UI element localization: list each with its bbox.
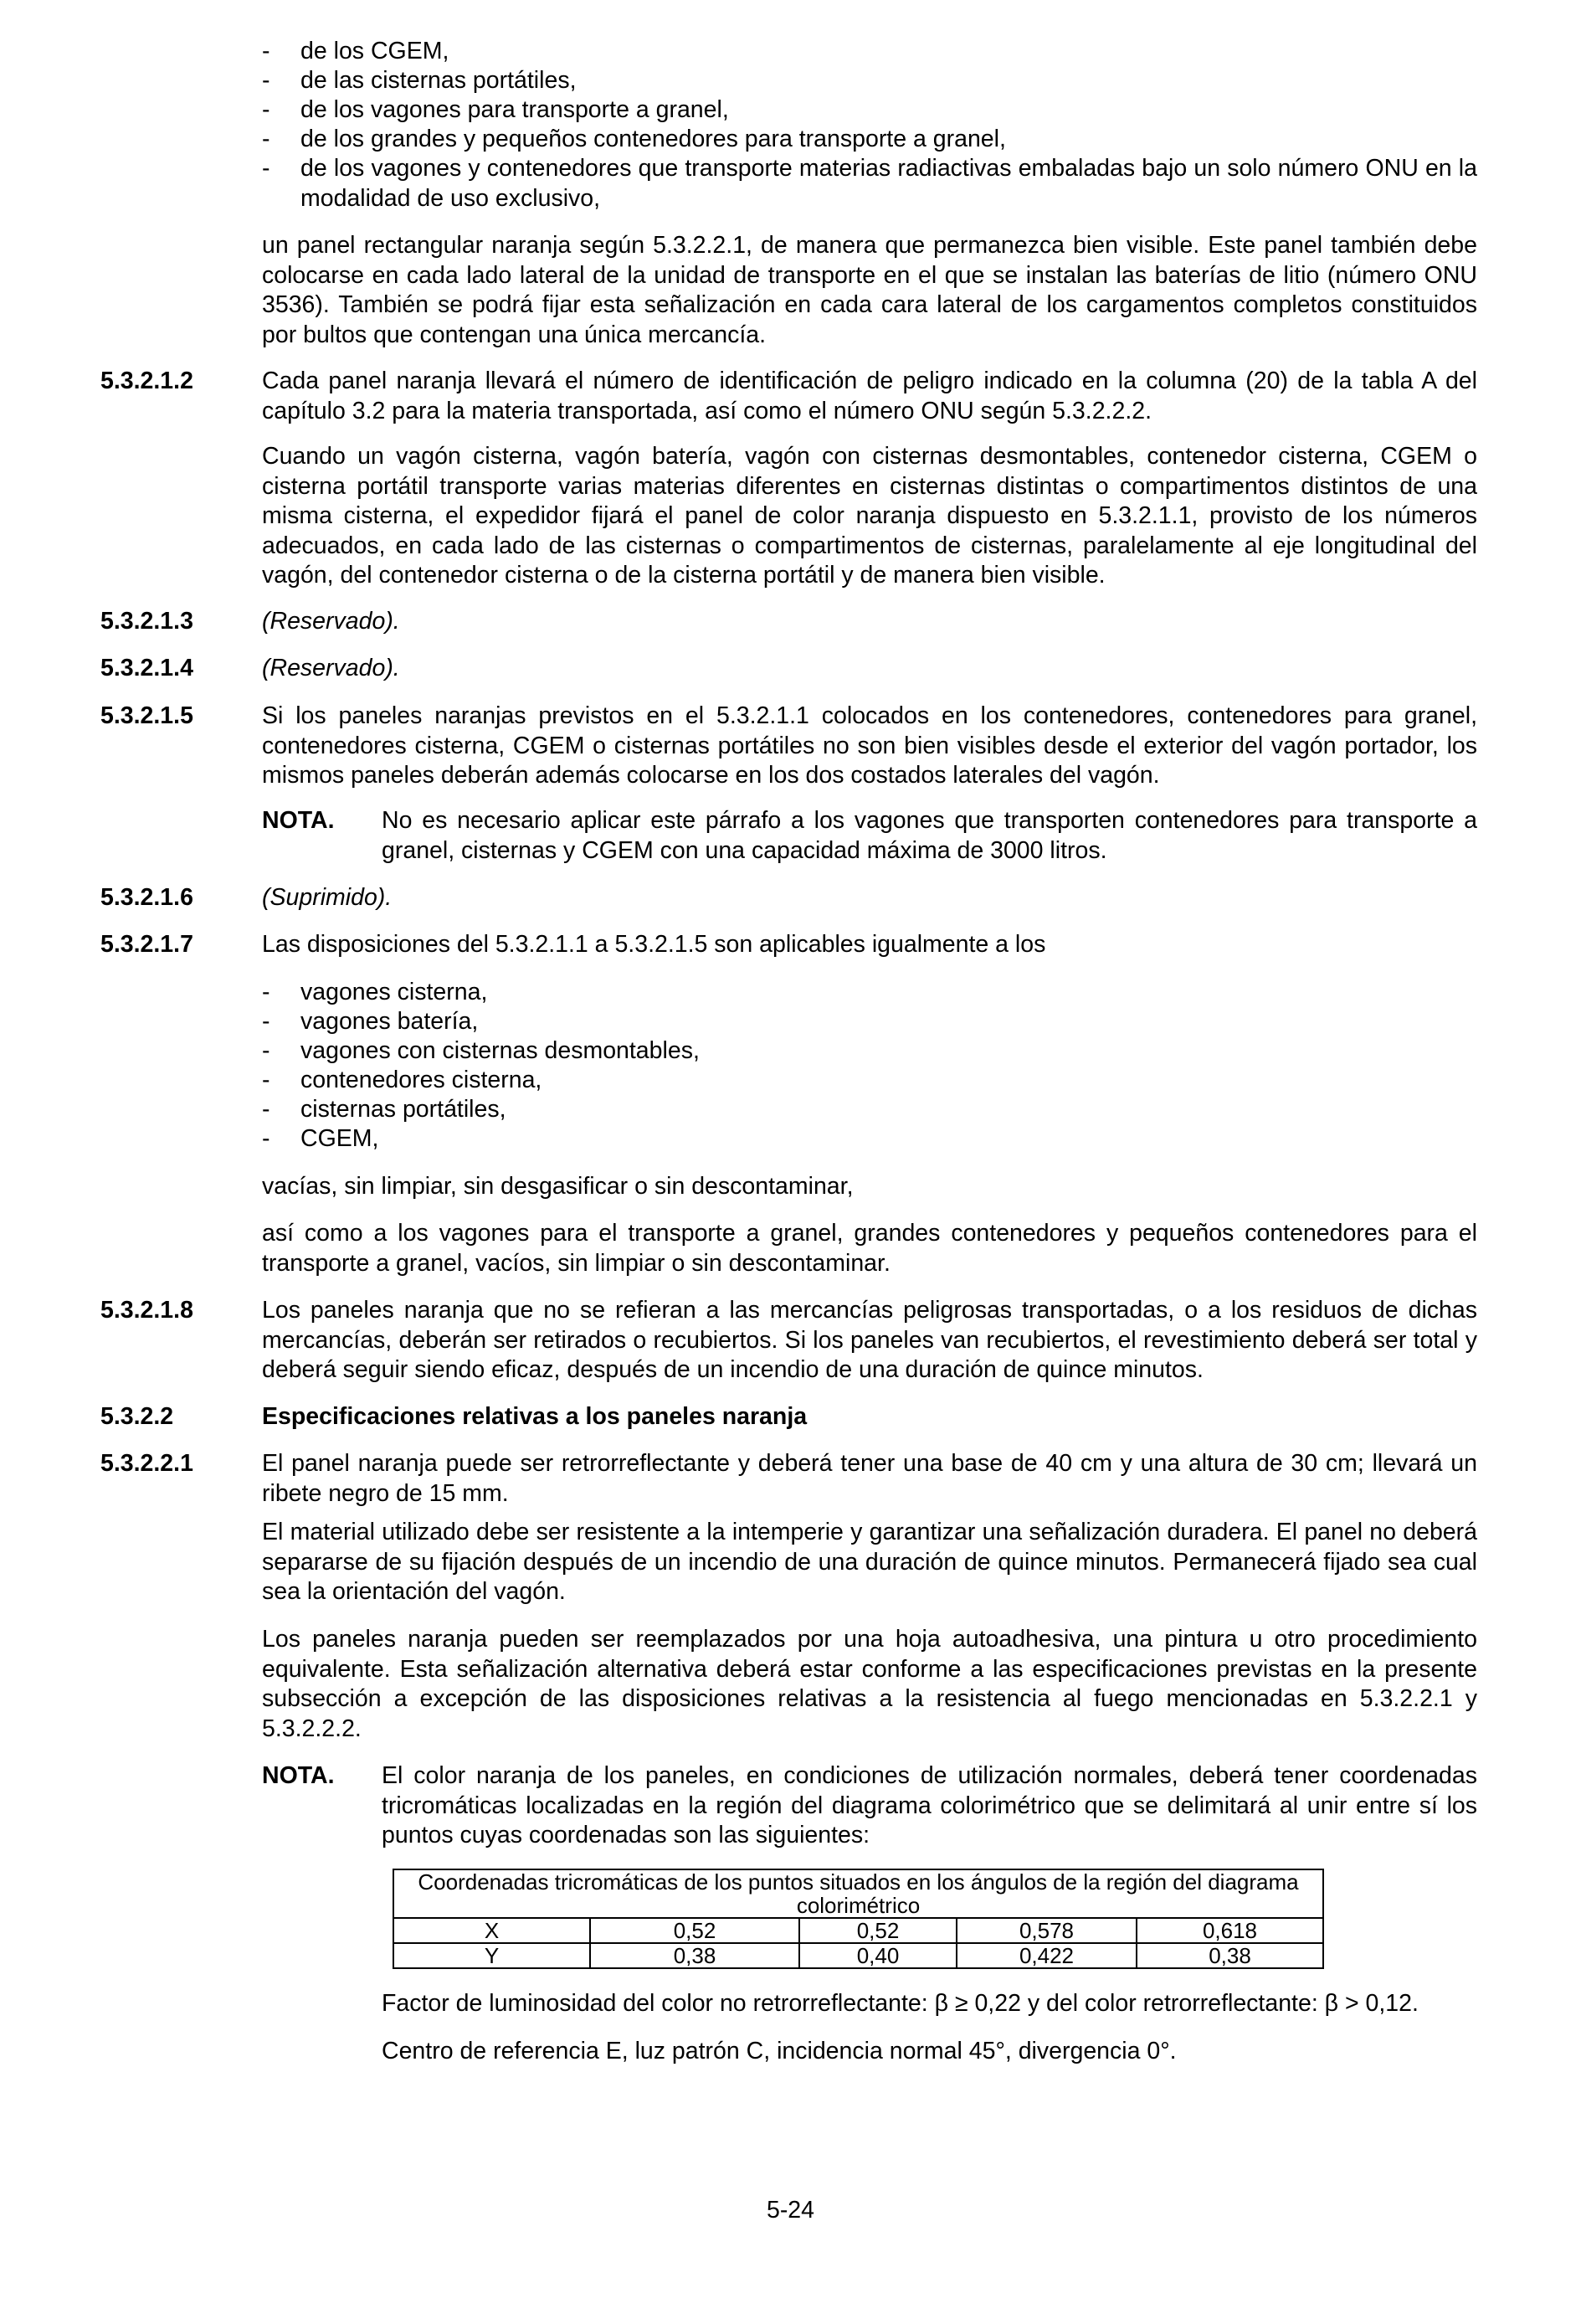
note-text: El color naranja de los paneles, en condiciones de utilización normales, deberá tener coordenadas tricromáticas localizadas en la región del diagrama colorimétrico que se delimitará al unir entre sí los puntos cuyas coordenadas son las siguientes: — [382, 1762, 1477, 1848]
paragraph: un panel rectangular naranja según 5.3.2.2.1, de manera que permanezca bien visible. Este panel también debe colocarse en cada lado lateral de la unidad de transporte en el que se instalan las baterías de litio (número ONU 3536). También se podrá fijar esta señalización en cada cara lateral de los cargamentos completos constituidos por bultos que contengan una única mercancía. — [262, 232, 1477, 348]
list-item: - contenedores cisterna, — [262, 1067, 542, 1093]
note-label: NOTA. — [262, 1762, 335, 1789]
section-heading: Especificaciones relativas a los paneles naranja — [262, 1403, 808, 1430]
table-cell: 0,52 — [799, 1918, 957, 1943]
list-item: - CGEM, — [262, 1125, 379, 1152]
section-number: 5.3.2.1.3 — [100, 608, 193, 635]
paragraph: (Reservado). — [262, 655, 400, 681]
table-cell: Y — [393, 1943, 590, 1968]
note-label: NOTA. — [262, 807, 335, 834]
paragraph: así como a los vagones para el transporte a granel, grandes contenedores y pequeños contenedores para el transporte a granel, vacíos, sin limpiar o sin descontaminar. — [262, 1220, 1477, 1277]
table-header-cell: Coordenadas tricromáticas de los puntos situados en los ángulos de la región del diagrama colorimétrico — [393, 1869, 1323, 1918]
section-number: 5.3.2.1.4 — [100, 655, 193, 681]
paragraph: Si los paneles naranjas previstos en el 5.3.2.1.1 colocados en los contenedores, contenedores para granel, contenedores cisterna, CGEM o cisternas portátiles no son bien visibles desde el exterior del vagón portador, los mismos paneles deberán además colocarse en los dos costados laterales del vagón. — [262, 702, 1477, 789]
list-item: - cisternas portátiles, — [262, 1096, 506, 1123]
luminance-factor-text: Factor de luminosidad del color no retrorreflectante: β ≥ 0,22 y del color retrorreflectante: β > 0,12. — [382, 1990, 1419, 2017]
list-item: - vagones cisterna, — [262, 979, 488, 1005]
paragraph: (Reservado). — [262, 608, 400, 635]
paragraph: El material utilizado debe ser resistente a la intemperie y garantizar una señalización duradera. El panel no deberá separarse de su fijación después de un incendio de una duración de quince minutos. Permanecerá fijado sea cual sea la orientación del vagón. — [262, 1519, 1477, 1605]
page-number: 5-24 — [766, 2197, 815, 2224]
table-cell: 0,40 — [799, 1943, 957, 1968]
paragraph: Las disposiciones del 5.3.2.1.1 a 5.3.2.1.5 son aplicables igualmente a los — [262, 931, 1046, 958]
list-item: - vagones con cisternas desmontables, — [262, 1037, 700, 1064]
list-item: - de los CGEM, — [262, 38, 449, 64]
table-header-row — [393, 1869, 1323, 1918]
section-number: 5.3.2.2.1 — [100, 1450, 193, 1477]
paragraph: El panel naranja puede ser retrorreflectante y deberá tener una base de 40 cm y una altura de 30 cm; llevará un ribete negro de 15 mm. — [262, 1450, 1477, 1507]
paragraph: Los paneles naranja pueden ser reemplazados por una hoja autoadhesiva, una pintura u otro procedimiento equivalente. Esta señalización alternativa deberá estar conforme a las especificaciones previstas en la presente subsección a excepción de las disposiciones relativas a la resistencia al fuego mencionadas en 5.3.2.2.1 y 5.3.2.2.2. — [262, 1626, 1477, 1742]
table-cell: 0,38 — [1137, 1943, 1323, 1968]
table-cell: 0,618 — [1137, 1918, 1323, 1943]
table-cell: 0,52 — [590, 1918, 799, 1943]
table-row — [393, 1943, 1323, 1968]
table-cell: 0,578 — [957, 1918, 1137, 1943]
paragraph: Cuando un vagón cisterna, vagón batería, vagón con cisternas desmontables, contenedor cisterna, CGEM o cisterna portátil transporte varias materias diferentes en cisternas distintas o compartimentos distintos de una misma cisterna, el expedidor fijará el panel de color naranja dispuesto en 5.3.2.1.1, provisto de los números adecuados, en cada lado de las cisternas o compartimentos de cisternas, paralelamente al eje longitudinal del vagón, del contenedor cisterna o de la cisterna portátil y de manera bien visible. — [262, 443, 1477, 589]
table-row — [393, 1918, 1323, 1943]
paragraph: Los paneles naranja que no se refieran a las mercancías peligrosas transportadas, o a los residuos de dichas mercancías, deberán ser retirados o recubiertos. Si los paneles van recubiertos, el revestimiento deberá ser total y deberá seguir siendo eficaz, después de un incendio de una duración de quince minutos. — [262, 1297, 1477, 1383]
coordinates-table — [393, 1869, 1324, 1969]
table-cell: 0,38 — [590, 1943, 799, 1968]
list-item: - de los vagones para transporte a granel, — [262, 96, 729, 123]
table-cell: X — [393, 1918, 590, 1943]
section-number: 5.3.2.2 — [100, 1403, 174, 1430]
reference-text: Centro de referencia E, luz patrón C, incidencia normal 45°, divergencia 0°. — [382, 2038, 1177, 2064]
paragraph: vacías, sin limpiar, sin desgasificar o sin descontaminar, — [262, 1173, 854, 1200]
list-item: - de los grandes y pequeños contenedores para transporte a granel, — [262, 126, 1006, 152]
note-text: No es necesario aplicar este párrafo a los vagones que transporten contenedores para transporte a granel, cisternas y CGEM con una capacidad máxima de 3000 litros. — [382, 807, 1477, 864]
list-item: - de los vagones y contenedores que transporte materias radiactivas embaladas bajo un solo número ONU en la modalidad de uso exclusivo, — [262, 155, 1477, 212]
section-number: 5.3.2.1.5 — [100, 702, 193, 729]
section-number: 5.3.2.1.2 — [100, 368, 193, 394]
paragraph: Cada panel naranja llevará el número de identificación de peligro indicado en la columna (20) de la tabla A del capítulo 3.2 para la materia transportada, así como el número ONU según 5.3.2.2.2. — [262, 368, 1477, 424]
paragraph: (Suprimido). — [262, 884, 393, 911]
list-item: - vagones batería, — [262, 1008, 479, 1035]
table-cell: 0,422 — [957, 1943, 1137, 1968]
section-number: 5.3.2.1.8 — [100, 1297, 193, 1324]
section-number: 5.3.2.1.6 — [100, 884, 193, 911]
list-item: - de las cisternas portátiles, — [262, 67, 577, 94]
section-number: 5.3.2.1.7 — [100, 931, 193, 958]
